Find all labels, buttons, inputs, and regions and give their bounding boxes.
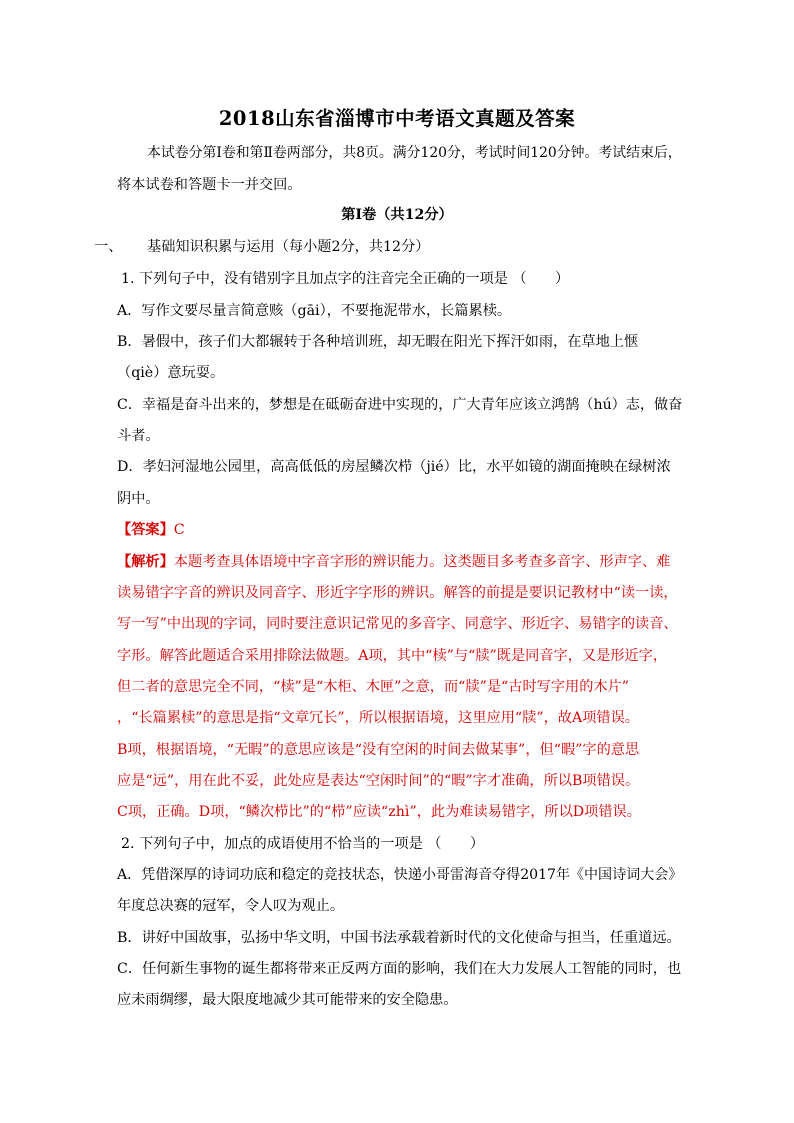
q1-stem: 1. 下列句子中，没有错别字且加点字的注音完全正确的一项是 （ ）	[121, 271, 570, 287]
q1-analysis-line-4: 字形。解答此题适合采用排除法做题。A项，其中“椟”与“牍”既是同音字，又是形近字，	[117, 648, 668, 664]
q1-answer	[117, 520, 185, 540]
q1-option-d-line-1: D．孝妇河湿地公园里，高高低低的房屋鳞次栉（jié）比，水平如镜的湖面掩映在绿树浓	[117, 459, 671, 475]
section-label: 基础知识积累与运用（每小题2分，共12分）	[147, 239, 430, 255]
intro-line-1: 本试卷分第Ⅰ卷和第Ⅱ卷两部分，共8页。满分120分，考试时间120分钟。考试结束后，	[147, 145, 682, 161]
q2-option-c-line-1: C．任何新生事物的诞生都将带来正反两方面的影响，我们在大力发展人工智能的同时，也	[117, 961, 682, 977]
analysis-text: 本题考查具体语境中字音字形的辨识能力。这类题目多考查多音字、形声字、难	[173, 554, 671, 570]
q1-option-c-line-1: C．幸福是奋斗出来的，梦想是在砥砺奋进中实现的，广大青年应该立鸿鹄（hú）志，做奋	[117, 397, 683, 413]
q1-option-d-line-2: 阴中。	[117, 491, 160, 507]
q2-option-c-line-2: 应未雨绸缪，最大限度地减少其可能带来的安全隐患。	[117, 992, 458, 1008]
q1-analysis-line-7: B项，根据语境，“无暇”的意思应该是“没有空闲的时间去做某事”，但“暇”字的意思	[117, 742, 640, 758]
q1-analysis-line-8: 应是“远”，用在此不妥，此处应是表达“空闲时间”的“暇”字才准确，所以B项错误。	[117, 773, 640, 789]
q1-option-a: A．写作文要尽量言简意赅（gāi），不要拖泥带水，长篇累椟。	[117, 303, 512, 319]
answer-label: 【答案】	[117, 522, 174, 538]
q1-option-c-line-2: 斗者。	[117, 428, 160, 444]
q1-option-b-line-2: （qiè）意玩耍。	[117, 365, 225, 381]
q2-option-a-line-2: 年度总决赛的冠军，令人叹为观止。	[117, 898, 345, 914]
q1-analysis-line-9: C项，正确。D项，“鳞次栉比”的“栉”应读“zhì”，此为难读易错字，所以D项错误。	[117, 804, 641, 820]
q1-analysis-line-6: ，“长篇累椟”的意思是指“文章冗长”，所以根据语境，这里应用“牍”，故A项错误。	[117, 710, 639, 726]
analysis-label: 【解析】	[117, 554, 174, 570]
q2-option-a-line-1: A．凭借深厚的诗词功底和稳定的竞技状态，快递小哥雷海音夺得2017年《中国诗词大会》	[117, 867, 683, 883]
q1-analysis-line-5: 但二者的意思完全不同，“椟”是“木柜、木匣”之意，而“牍”是“古时写字用的木片”	[117, 679, 630, 695]
answer-value: C	[173, 522, 185, 538]
q1-option-b-line-1: B．暑假中，孩子们大都辗转于各种培训班，却无暇在阳光下挥汗如雨，在草地上惬	[117, 334, 639, 350]
q2-stem: 2. 下列句子中，加点的成语使用不恰当的一项是 （ ）	[121, 836, 485, 852]
q1-analysis-line-1	[117, 552, 670, 572]
q1-analysis-line-3: 写一写”中出现的字词，同时要注意识记常见的多音字、同意字、形近字、易错字的读音、	[117, 616, 678, 632]
q2-option-b: B．讲好中国故事，弘扬中华文明，中国书法承载着新时代的文化使命与担当，任重道远。	[117, 930, 681, 946]
part-heading: 第Ⅰ卷（共12分）	[341, 207, 453, 223]
document-title: 2018山东省淄博市中考语文真题及答案	[218, 107, 576, 130]
q1-analysis-line-2: 读易错字字音的辨识及同音字、形近字字形的辨识。解答的前提是要识记教材中“读一读，	[117, 585, 678, 601]
intro-line-2: 将本试卷和答题卡一并交回。	[117, 177, 302, 193]
section-number: 一、	[94, 239, 123, 255]
